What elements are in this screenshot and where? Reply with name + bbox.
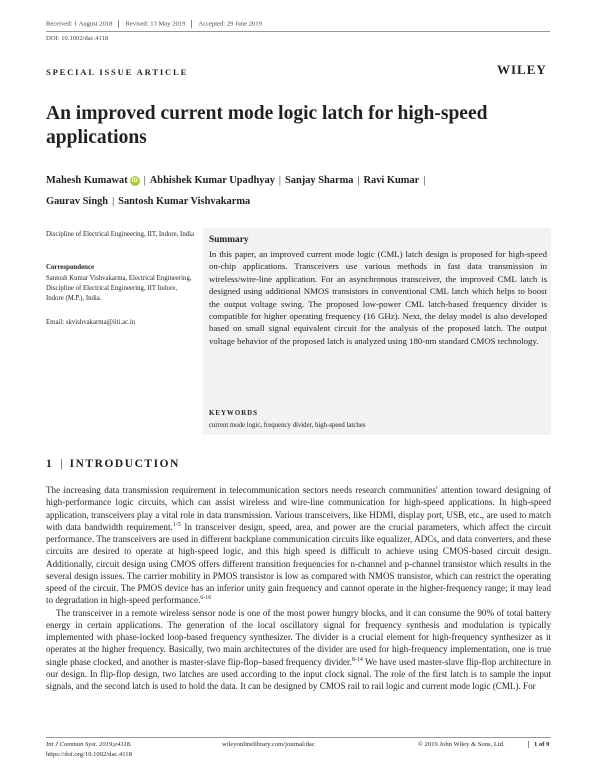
publisher-logo[interactable]: WILEY — [497, 62, 547, 77]
affiliation: Discipline of Electrical Engineering, IIT, Indore, India — [46, 231, 195, 238]
author-list — [46, 170, 551, 212]
author-separator: | — [423, 175, 426, 186]
author-separator: | — [278, 175, 281, 186]
article-history — [46, 20, 262, 28]
orcid-icon[interactable]: iD — [131, 178, 138, 184]
page-number: 1 of 9 — [528, 741, 549, 748]
citation[interactable]: 1-5 — [172, 521, 181, 528]
article-url[interactable]: https://doi.org/10.1002/dac.4118 — [46, 751, 132, 758]
revised-date: Revised: 13 May 2019 — [125, 20, 186, 28]
paragraph: The transceiver in a remote wireless sensor node is one of the most power hungry blocks, and it can consume the 90% of total battery energy in certain applications. The generation of the local oscillatory signal for frequency synthesis and modulation is typically implemented with phase-locked loop-based frequency synthesizer. The divider is a crucial element for high-frequency synthesizer as it operates at the higher frequency. Basically, two main architectures of the divider are used for high-frequency implementation, one is true single phase clocked, and another is master-slave flip-flop–based frequency divider.$^{8-14}$ We have used master-slave flip-flop architecture in our design. In flip-flop design, two latches are used according to the input clock signal. The role of the first latch is to sample the input signals, and the second latch is used to hold the data. It can be designed by CMOS rail to rail logic and current mode logic (CML). For — [46, 607, 551, 691]
author[interactable]: Ravi Kumar — [363, 175, 420, 186]
header-divider — [46, 31, 550, 32]
author[interactable]: Santosh Kumar Vishvakarma — [118, 196, 251, 207]
journal-citation: Int J Commun Syst. 2019;e4118. — [46, 741, 132, 748]
citation[interactable]: 8-14 — [351, 656, 363, 663]
section-separator: | — [60, 458, 63, 470]
section-number: 1 — [46, 458, 54, 470]
received-date: Received: 1 August 2018 — [46, 20, 113, 28]
author[interactable]: Mahesh Kumawat — [46, 175, 128, 186]
accepted-date: Accepted: 29 June 2019 — [198, 20, 262, 28]
keywords-list: current mode logic, frequency divider, high-speed latches — [209, 422, 366, 429]
keywords-heading: KEYWORDS — [209, 410, 258, 417]
copyright: © 2019 John Wiley & Sons, Ltd. — [418, 741, 505, 748]
summary-text: In this paper, an improved current mode logic (CML) latch design is proposed for high-speed on-chip applications. Transceivers use various methods in fast data transmission in wireless/wire-line application. For an asynchronous transceiver, the improved CML latch is designed using additional NMOS transistors in conventional CML latch which helps to boost the output voltage swing. The proposed low-power CML latch-based frequency divider is compatible for higher operating frequency (16 GHz). Next, the delay model is also developed based on small signal equivalent circuit for the analysis of the proposed latch. The output voltage behavior of the proposed latch is analyzed using 180-nm standard CMOS technology. — [209, 249, 547, 346]
author[interactable]: Gaurav Singh — [46, 196, 109, 207]
author-separator: | — [112, 196, 115, 207]
article-title: An improved current mode logic latch for high-speed applications — [46, 103, 488, 148]
correspondence-heading: Correspondence — [46, 264, 95, 271]
author[interactable]: Abhishek Kumar Upadhyay — [149, 175, 275, 186]
section-heading — [46, 458, 180, 470]
paragraph: The increasing data transmission requirement in telecommunication sectors needs research communities' attention toward designing of high-performance logic circuits, which can assist wireless and wire-line communication for high-speed applications. In high-speed application, transceivers play a vital role in data transmission. Various transceivers, like HDMI, display port, USB, etc., are used to match with data bandwidth requirement.$^{1-5}$ In transceiver design, speed, area, and power are the crucial parameters, which affect the circuit performance. The transceivers are used in different backplane communication circuits like equalizer, ADCs, and data converters, and these circuits are desired to operate at high-speed logic, and this high speed is difficult to achieve using CMOS-based circuit design. Additionally, circuit design using CMOS offers different transition frequencies for n-channel and p-channel transistor which results in the several design issues. The carrier mobility in PMOS transistor is low as compared with NMOS transistor, which can restrict the operating speed of the circuit. The PMOS device has an inferior unity gain frequency and cannot operate in the higher-frequency range; it may lead to degradation in high-speed performance.$^{6-16}$ — [46, 485, 551, 606]
body-text — [46, 484, 551, 692]
section-title: INTRODUCTION — [69, 458, 180, 470]
article-type: SPECIAL ISSUE ARTICLE — [46, 67, 189, 77]
correspondence-address: Santosh Kumar Vishvakarma, Electrical Engineering, Discipline of Electrical Engineering, IIT Indore, Indore (M.P.), India. — [46, 275, 192, 302]
author-separator: | — [143, 175, 146, 186]
citation[interactable]: 6-16 — [200, 595, 212, 602]
summary-heading: Summary — [209, 235, 249, 245]
doi: DOI: 10.1002/dac.4118 — [46, 35, 109, 42]
journal-site-link[interactable]: wileyonlinelibrary.com/journal/dac — [222, 741, 315, 748]
correspondence-email[interactable]: Email: skvishvakarma@iiti.ac.in — [46, 319, 136, 326]
author-separator: | — [357, 175, 360, 186]
author[interactable]: Sanjay Sharma — [285, 175, 354, 186]
footer-divider — [46, 737, 551, 738]
